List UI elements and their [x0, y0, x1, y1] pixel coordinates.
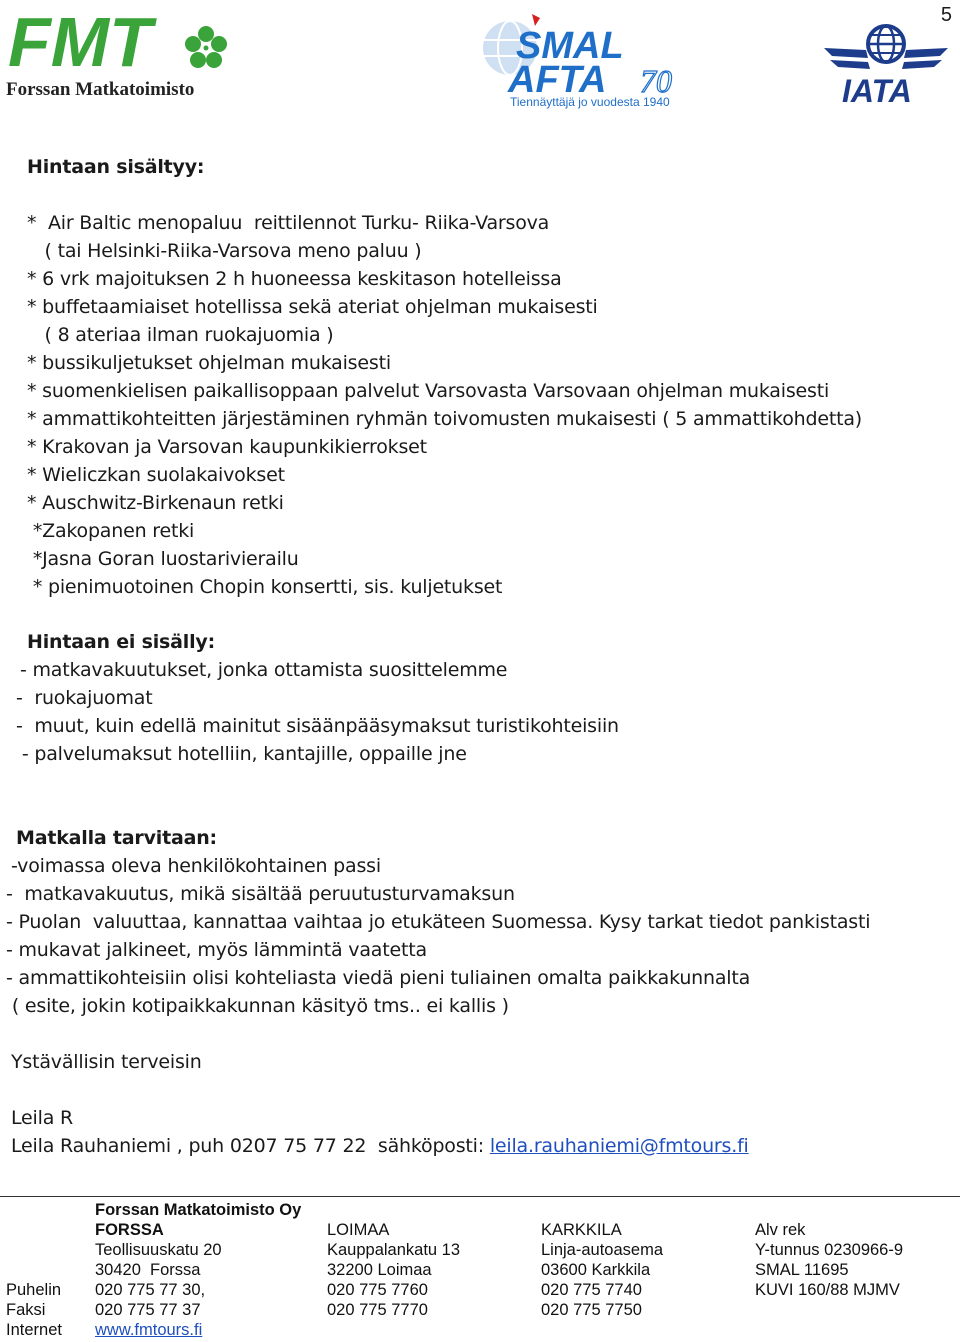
included-item: ( 8 ateriaa ilman ruokajuomia ): [27, 324, 334, 346]
footer-divider: [0, 1196, 960, 1197]
contact-text: Leila Rauhaniemi , puh 0207 75 77 22 sähköposti:: [11, 1135, 490, 1157]
included-item: * Auschwitz-Birkenaun retki: [27, 492, 284, 514]
wings-icon: [824, 48, 948, 69]
fmt-logo-text: FMT: [8, 4, 152, 81]
registry-line: Alv rek: [755, 1221, 806, 1239]
footer-company: Forssan Matkatoimisto Oy: [95, 1201, 302, 1219]
included-item: *Jasna Goran luostarivierailu: [27, 548, 299, 570]
office-fax: 020 775 7750: [541, 1301, 642, 1319]
office-street: Kauppalankatu 13: [327, 1241, 461, 1259]
required-item: - mukavat jalkineet, myös lämmintä vaatetta: [6, 939, 427, 961]
office-postal: 30420 Forssa: [95, 1261, 201, 1279]
required-item: - Puolan valuuttaa, kannattaa vaihtaa jo etukäteen Suomessa. Kysy tarkat tiedot pankistasti: [6, 911, 871, 933]
included-item: * Wieliczkan suolakaivokset: [27, 464, 285, 486]
office-city: FORSSA: [95, 1221, 164, 1239]
office-postal: 03600 Karkkila: [541, 1261, 651, 1279]
website-link[interactable]: www.fmtours.fi: [95, 1321, 203, 1339]
not-included-item: - muut, kuin edellä mainitut sisäänpääsymaksut turistikohteisiin: [16, 715, 619, 737]
included-item: *Zakopanen retki: [27, 520, 195, 542]
footer-label-fax: Faksi: [6, 1301, 46, 1319]
registry-line: Y-tunnus 0230966-9: [755, 1241, 904, 1259]
footer-label-phone: Puhelin: [6, 1281, 62, 1299]
iata-logo: [822, 22, 950, 106]
registry-line: SMAL 11695: [755, 1261, 849, 1279]
fmt-logo-subtitle: Forssan Matkatoimisto: [6, 79, 195, 100]
greeting: Ystävällisin terveisin: [11, 1051, 202, 1073]
iata-text: IATA: [842, 73, 912, 106]
smal-text: SMAL: [516, 25, 624, 67]
contact-line: [11, 1132, 749, 1160]
office-phone: 020 775 7740: [541, 1281, 642, 1299]
office-phone: 020 775 7760: [327, 1281, 428, 1299]
page-number: 5: [940, 4, 952, 26]
smal-afta-logo: [480, 12, 685, 110]
office-city: KARKKILA: [541, 1221, 622, 1239]
fmt-logo: [6, 4, 242, 100]
not-included-item: - palvelumaksut hotelliin, kantajille, oppaille jne: [16, 743, 467, 765]
email-link[interactable]: leila.rauhaniemi@fmtours.fi: [489, 1135, 749, 1157]
included-heading: Hintaan sisältyy:: [27, 156, 205, 178]
included-item: * suomenkielisen paikallisoppaan palvelut Varsovasta Varsovaan ohjelman mukaisesti: [27, 380, 830, 402]
office-street: Linja-autoasema: [541, 1241, 663, 1259]
required-item: - ammattikohteisiin olisi kohteliasta viedä pieni tuliainen omalta paikkakunnalta: [6, 967, 751, 989]
included-item: * Krakovan ja Varsovan kaupunkikierrokset: [27, 436, 427, 458]
required-item: -voimassa oleva henkilökohtainen passi: [11, 855, 381, 877]
office-fax: 020 775 77 37: [95, 1301, 201, 1319]
required-item: ( esite, jokin kotipaikkakunnan käsityö tms.. ei kallis ): [6, 995, 509, 1017]
seventy-text: 70: [640, 63, 672, 99]
included-item: * Air Baltic menopaluu reittilennot Turku- Riika-Varsova: [27, 212, 550, 234]
iata-globe-icon: [868, 26, 904, 62]
signature-short: Leila R: [11, 1107, 73, 1129]
included-item: * ammattikohteitten järjestäminen ryhmän toivomusten mukaisesti ( 5 ammattikohdetta): [27, 408, 862, 430]
required-item: - matkavakuutus, mikä sisältää peruutusturvamaksun: [6, 883, 515, 905]
office-fax: 020 775 7770: [327, 1301, 428, 1319]
office-city: LOIMAA: [327, 1221, 390, 1239]
afta-text: AFTA: [508, 59, 607, 101]
registry-line: KUVI 160/88 MJMV: [755, 1281, 900, 1299]
included-item: * 6 vrk majoituksen 2 h huoneessa keskitason hotelleissa: [27, 268, 562, 290]
footer-label-internet: Internet: [6, 1321, 62, 1339]
included-item: * buffetaamiaiset hotellissa sekä ateriat ohjelman mukaisesti: [27, 296, 598, 318]
included-item: ( tai Helsinki-Riika-Varsova meno paluu ): [27, 240, 422, 262]
not-included-item: - ruokajuomat: [16, 687, 153, 709]
required-heading: Matkalla tarvitaan:: [16, 827, 217, 849]
office-street: Teollisuuskatu 20: [95, 1241, 222, 1259]
office-phone: 020 775 77 30,: [95, 1281, 206, 1299]
office-postal: 32200 Loimaa: [327, 1261, 432, 1279]
flower-icon: [185, 26, 227, 68]
not-included-item: - matkavakuutukset, jonka ottamista suosittelemme: [20, 659, 508, 681]
not-included-heading: Hintaan ei sisälly:: [27, 631, 215, 653]
included-item: * bussikuljetukset ohjelman mukaisesti: [27, 352, 391, 374]
included-item: * pienimuotoinen Chopin konsertti, sis. kuljetukset: [27, 576, 503, 598]
smal-tagline: Tiennäyttäjä jo vuodesta 1940: [510, 95, 670, 109]
